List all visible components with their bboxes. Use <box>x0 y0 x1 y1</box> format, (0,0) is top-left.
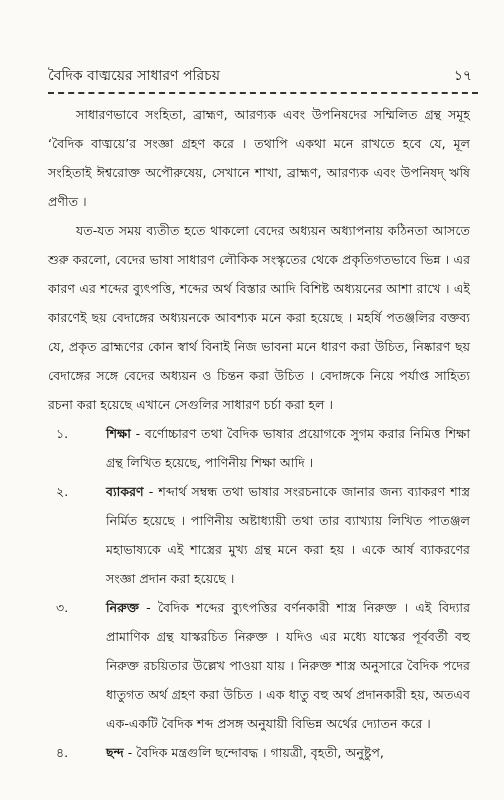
list-item-term: শিক্ষা <box>106 426 131 441</box>
list-item-number: ৪. <box>56 745 69 760</box>
page-header <box>48 56 472 88</box>
list-item-text: - বর্ণোচ্চারণ তথা বৈদিক ভাষার প্রয়োগকে সুগম করার নিমিত্ত শিক্ষা গ্রন্থ লিখিত হয়েছে, পাণিনীয় শিক্ষা আদি । <box>106 426 470 470</box>
page-body <box>48 100 470 767</box>
page-number: ১৭ <box>453 68 472 84</box>
running-title: বৈদিক বাঙ্ময়ের সাধারণ পরিচয় <box>48 68 220 84</box>
list-item-term: ব্যাকরণ <box>106 484 144 499</box>
paragraph-intro: সাধারণভাবে সংহিতা, ব্রাহ্মণ, আরণ্যক এবং উপনিষদের সম্মিলিত গ্রন্থ সমূহ ‘বৈদিক বাঙ্ময়ে’র সংজ্ঞা গ্রহণ করে । তথাপি একথা মনে রাখতে হবে যে, মূল সংহিতাই ঈশ্বরোক্ত অপৌরুষেয়, সেখানে শাখা, ব্রাহ্মণ, আরণ্যক এবং উপনিষদ্ ঋষি প্রণীত । <box>48 107 470 209</box>
list-item-number: ৩. <box>56 600 69 615</box>
list-item-nirukta <box>48 593 470 738</box>
header-divider <box>48 92 478 94</box>
list-item-chhanda <box>48 738 470 767</box>
list-item-vyakaran <box>48 477 470 593</box>
list-item-shiksha <box>48 419 470 477</box>
list-item-text: - শব্দার্থ সম্বন্ধ তথা ভাষার সংরচনাকে জানার জন্য ব্যাকরণ শাস্ত্র নির্মিত হয়েছে । পাণিনীয় অষ্টাধ্যায়ী তথা তার ব্যাখ্যায় লিখিত পাতঞ্জল মহাভাষ্যকে এই শাস্ত্রের মুখ্য গ্রন্থ মনে করা হয় । একে আর্ষ ব্যাকরণের সংজ্ঞা প্রদান করা হয়েছে । <box>106 484 470 586</box>
list-item-term: ছন্দ <box>106 745 124 760</box>
list-item-text: - বৈদিক শব্দের ব্যুৎপত্তির বর্ণনকারী শাস্ত্র নিরুক্ত । এই বিদ্যার প্রামাণিক গ্রন্থ যাস্করচিত নিরুক্ত । যদিও এর মধ্যে যাস্কের পূর্ববর্তী বহু নিরুক্ত রচয়িতার উল্লেখ পাওয়া যায় । নিরুক্ত শাস্ত্র অনুসারে বৈদিক পদের ধাতুগত অর্থ গ্রহণ করা উচিত । এক ধাতু বহু অর্থ প্রদানকারী হয়, অতএব এক-একটি বৈদিক শব্দ প্রসঙ্গ অনুযায়ী বিভিন্ন অর্থের দ্যোতন করে । <box>106 600 470 731</box>
list-item-number: ১. <box>56 426 69 441</box>
list-item-term: নিরুক্ত <box>106 600 140 615</box>
paragraph-vedanga: যত-যত সময় ব্যতীত হতে থাকলো বেদের অধ্যয়ন অধ্যাপনায় কঠিনতা আসতে শুরু করলো, বেদের ভাষা সাধারণ লৌকিক সংস্কৃতের থেকে প্রকৃতিগতভাবে ভিন্ন । এর কারণ এর শব্দের ব্যুৎপত্তি, শব্দের অর্থ বিস্তার আদি বিশিষ্ট অধ্যয়নের আশা রাখে । এই কারণেই ছয় বেদাঙ্গের অধ্যয়নকে আবশ্যক মনে করা হয়েছে । মহর্ষি পতঞ্জলির বক্তব্য যে, প্রকৃত ব্রাহ্মণের কোন স্বার্থ বিনাই নিজ ভাবনা মনে ধারণ করা উচিত, নিষ্কারণ ছয় বেদাঙ্গের সঙ্গে বেদের অধ্যয়ন ও চিন্তন করা উচিত । বেদাঙ্গকে নিয়ে পর্যাপ্ত সাহিত্য রচনা করা হয়েছে এখানে সেগুলির সাধারণ চর্চা করা হল । <box>48 223 470 412</box>
list-item-text: - বৈদিক মন্ত্রগুলি ছন্দোবদ্ধ । গায়ত্রী, বৃহতী, অনুষ্টুপ, <box>123 745 384 760</box>
list-item-number: ২. <box>56 484 69 499</box>
